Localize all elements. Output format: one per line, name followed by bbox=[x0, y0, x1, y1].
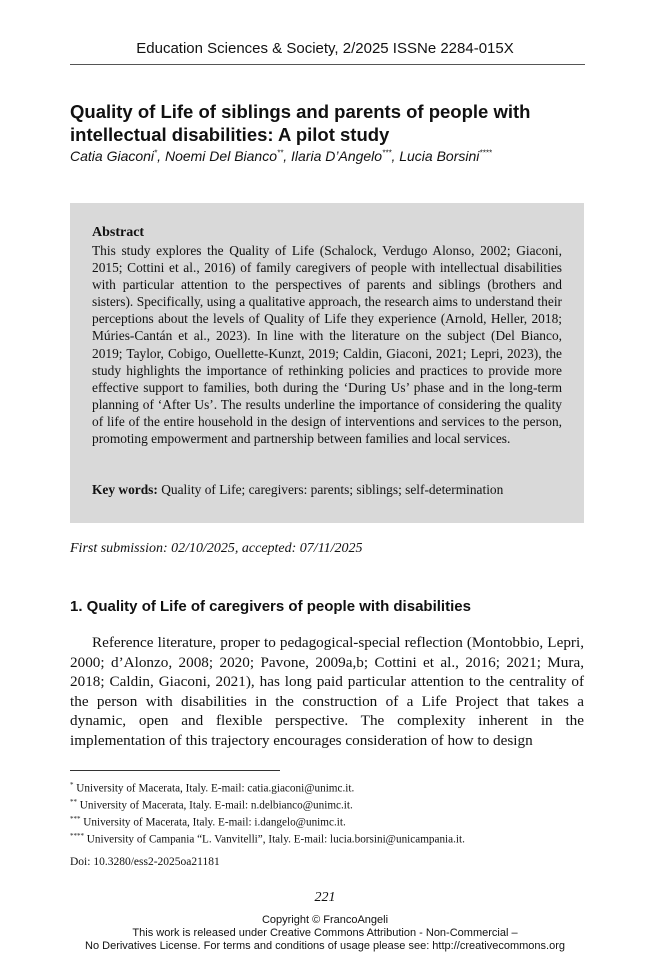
section-heading: 1. Quality of Life of caregivers of people with disabilities bbox=[70, 598, 471, 615]
abstract-box bbox=[70, 203, 584, 523]
footnote-mark: **** bbox=[70, 832, 84, 841]
footnote-mark: *** bbox=[70, 815, 81, 824]
author-footnote-mark: **** bbox=[479, 148, 492, 158]
footnote bbox=[70, 779, 590, 796]
author-name: Noemi Del Bianco bbox=[164, 148, 278, 164]
author-name: Catia Giaconi bbox=[70, 148, 155, 164]
abstract-text: This study explores the Quality of Life (Schalock, Verdugo Alonso, 2002; Giaconi, 2015; Cottini et al., 2016) of family caregivers of people with intellectual disabilities with particular attention to the perspectives of parents and siblings (brothers and sisters). Specifically, using a qualitative approach, the research aims to understand their perceptions about the levels of Quality of Life they experience (Arnold, Heller, 2018; Múries-Cantán et al., 2023). In line with the literature on the subject (Del Bianco, 2019; Taylor, Cobigo, Ouellette-Kunzt, 2019; Caldin, Giaconi, 2021; Lepri, 2023), the study highlights the importance of rethinking policies and practices to provide more effective support to families, both during the ‘During Us’ phase and in the long-term planning of ‘After Us’. The results underline the importance of considering the quality of life of the entire household in the design of interventions and services to the person, promoting empowerment and partnership between families and local services. bbox=[92, 243, 562, 447]
author-footnote-mark: * bbox=[154, 148, 158, 158]
license-line: This work is released under Creative Commons Attribution - Non-Commercial – bbox=[132, 927, 518, 939]
author-footnote-mark: *** bbox=[382, 148, 392, 158]
header-divider bbox=[70, 64, 585, 65]
author-list bbox=[70, 148, 590, 164]
copyright-line: Copyright © FrancoAngeli bbox=[261, 914, 389, 926]
author-name: Ilaria D’Angelo bbox=[291, 148, 383, 164]
keywords-label: Key words: bbox=[92, 482, 158, 497]
author-separator: , bbox=[391, 148, 400, 164]
footnote bbox=[70, 796, 590, 813]
footnote-text: University of Campania “L. Vanvitelli”, Italy. E-mail: lucia.borsini@unicampania.it. bbox=[86, 834, 465, 847]
author-separator: , bbox=[283, 148, 292, 164]
submission-dates: First submission: 02/10/2025, accepted: 07/11/2025 bbox=[70, 541, 363, 556]
body-paragraph: Reference literature, proper to pedagogical-special reflection (Montobbio, Lepri, 2000; d’Alonzo, 2008; 2020; Pavone, 2009a,b; Cottini et al., 2016; 2021; Mura, 2018; Caldin, Giaconi, 2021), has long paid particular attention to the centrality of the person with disabilities in the construction of a Life Project that takes a dynamic, open and flexible perspective. The complexity inherent in the implementation of this trajectory encourages consideration of how to design bbox=[70, 634, 584, 749]
footnote bbox=[70, 830, 590, 847]
author-separator: , bbox=[157, 148, 165, 164]
journal-header: Education Sciences & Society, 2/2025 ISSNe 2284-015X bbox=[136, 40, 514, 57]
keywords bbox=[92, 482, 572, 498]
author-name: Lucia Borsini bbox=[399, 148, 480, 164]
paper-title: Quality of Life of siblings and parents of people with intellectual disabilities: A pilot study bbox=[70, 101, 531, 145]
footnote-text: University of Macerata, Italy. E-mail: n.delbianco@unimc.it. bbox=[79, 799, 353, 812]
keywords-list: Quality of Life; caregivers: parents; siblings; self-determination bbox=[161, 482, 504, 497]
footnote-text: University of Macerata, Italy. E-mail: catia.giaconi@unimc.it. bbox=[76, 782, 355, 795]
footnote-mark: ** bbox=[70, 798, 77, 807]
license-notice bbox=[0, 914, 650, 953]
doi: Doi: 10.3280/ess2-2025oa21181 bbox=[70, 856, 220, 868]
footnote-text: University of Macerata, Italy. E-mail: i.dangelo@unimc.it. bbox=[83, 817, 346, 830]
footnote-mark: * bbox=[70, 781, 74, 789]
abstract-heading: Abstract bbox=[92, 225, 145, 240]
license-line: No Derivatives License. For terms and conditions of usage please see: http://creativecommons.org bbox=[85, 940, 565, 952]
author-footnote-mark: ** bbox=[277, 148, 284, 158]
footnote-divider bbox=[70, 770, 280, 771]
footnote bbox=[70, 813, 590, 830]
footnotes bbox=[70, 779, 590, 848]
page-number: 221 bbox=[314, 890, 336, 905]
